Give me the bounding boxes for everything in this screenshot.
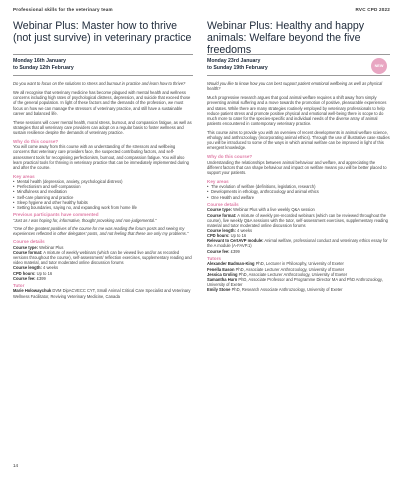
why-text: You will come away from this course with an understanding of the stressors and wellbeing concerns that veterinary care providers face, the suspected contributing factors, and self-assessment tools for recognising perfectionism, burnout, and compassion fatigue. You will also learn practical tools for thriving in veterinary practice that can be immediately implemented during and after the course.	[13, 144, 189, 170]
list-item: • Perfectionism and self-compassion	[13, 184, 193, 189]
tutor-entry: Marie Holowaychuk DVM DipACVECC CYT, Small Animal Critical Care Specialist and Veterinary Wellness Facilitator, Reviving Veterinary Medicine, Canada	[13, 288, 191, 299]
tutor-entry: Jessica Groling PhD, Associate Lecturer Anthrozoology, University of Exeter	[207, 271, 348, 277]
testimonial-quote: "One of the greatest positives of the course for me was reading the forum posts and seeing my experiences reflected in other delegates' posts, and not feeling that these are only my problems."	[13, 225, 189, 236]
detail-course-length: Course length: 4 weeks	[13, 265, 59, 271]
section-heading-why: Why do this course?	[13, 138, 59, 144]
detail-cpd-hours: CPD hours: Up to 16	[13, 270, 53, 276]
list-item: • One Health and welfare	[207, 195, 390, 200]
section-heading-key-areas: Key areas	[207, 178, 229, 184]
header-brand: RVC CPD 2022	[355, 7, 390, 12]
dates-start: Monday 16th January	[13, 58, 67, 64]
list-item: • Setting boundaries, saying no, and expanding work from home life	[13, 205, 193, 210]
section-heading-comments: Previous participants have commented	[13, 212, 99, 218]
course-body	[207, 81, 390, 292]
dates-start: Monday 23rd January	[207, 58, 261, 64]
course-body	[13, 81, 193, 299]
new-badge: NEW	[371, 58, 387, 74]
list-item: • Developments in ethology, anthrozoology and animal ethics	[207, 189, 390, 194]
header-section-title: Professional skills for the veterinary team	[13, 7, 113, 12]
course-paragraph: This course aims to provide you with an overview of recent developments in animal welfare science, ethology and anthrozoology (incorporating animal ethics). Through the use of illustrative case studies you will be introduced to some of the ways in which animal welfare can be improved in light of this emergent knowledge.	[207, 129, 390, 151]
detail-course-format: Course format: A mixture of weekly webinars (which can be viewed live and/or as recorded versions throughout the course), self-assessment/ reflection exercises, supplementary reading and video material, and tutor moderated online discussion forums	[13, 249, 192, 266]
section-heading-tutor: Tutor	[13, 282, 25, 288]
detail-course-fee: Course fee: £399	[13, 275, 46, 281]
key-areas-list	[207, 184, 390, 199]
course-paragraph: Much progressive research argues that good animal welfare requires a shift away from simply preventing animal suffering and a move towards the promotion of positive, pleasurable experiences and states. While there are many strategies routinely employed by veterinary professionals to help reduce patient stress and promote positive physical and emotional well-being there is scope to do much more to cater for the species-specific and individual needs of the diverse array of animal patients encountered in contemporary veterinary practice.	[207, 95, 387, 127]
list-item: • Mindfulness and meditation	[13, 189, 193, 194]
dates-end: to Sunday 19th February	[207, 64, 268, 71]
section-heading-why: Why do this course?	[207, 154, 253, 160]
detail-certavp: Relevant to CertAVP module: Animal welfare, professional conduct and veterinary ethics essay for the A module (A-FAVP.1)	[207, 238, 388, 249]
course-paragraph: We all recognise that veterinary medicine has become plagued with mental health and wellness concerns including high rates of psychological distress, depression, and suicide that exceed those of the general population. In light of these factors and the demands of the profession, we must focus on how we can manage the stressors of veterinary practice, and still have a sustainable career and balanced life.	[13, 90, 191, 116]
why-text: Understanding the relationships between animal behaviour and welfare, and appreciating the different factors that can shape behaviour and impact on welfare means you will be better placed to support your patients.	[207, 159, 387, 175]
course-column-welfare	[207, 20, 390, 292]
section-heading-details: Course details	[13, 239, 45, 245]
section-heading-key-areas: Key areas	[13, 173, 35, 179]
detail-cpd-hours: CPD hours: Up to 16	[207, 233, 247, 239]
page-number: 14	[13, 463, 19, 468]
list-item: • Sleep hygiene and other healthy habits	[13, 200, 193, 205]
detail-course-fee: Course fee: £399	[207, 248, 240, 254]
section-heading-details: Course details	[207, 201, 239, 207]
tutor-entry: Emily Stone PhD, Research Associate Anthrozoology, University of Exeter	[207, 287, 343, 293]
list-item: • The evolution of welfare (definitions, legislation, research)	[207, 184, 390, 189]
page-header	[13, 7, 390, 15]
dates-end: to Sunday 12th February	[13, 64, 74, 71]
course-title: Webinar Plus: Healthy and happy animals: Welfare beyond the five freedoms	[207, 20, 365, 57]
tutor-entry: Fenella Eason PhD, Associate Lecturer Anthrozoology, University of Exeter	[207, 266, 345, 272]
section-heading-tutors: Tutors	[207, 255, 221, 261]
detail-course-length: Course length: 4 weeks	[207, 228, 253, 233]
course-column-thrive	[13, 20, 193, 299]
course-paragraph: These sessions will cover mental health, moral stress, burnout, and compassion fatigue, as well as strategies that all veterinary care providers can adopt on a regular basis to foster wellness and sustain resilience despite the demands of veterinary practice.	[13, 119, 192, 135]
detail-course-type: Course type: Webinar Plus	[13, 244, 64, 250]
key-areas-list	[13, 179, 193, 210]
detail-course-format: Course format: A mixture of weekly pre-recorded webinars (which can be reviewed throughout the course), live weekly Q&A sessions with the tutor, self-assessment exercises, supplementary reading material and tutor moderated online discussion forums	[207, 212, 388, 228]
detail-course-type: Course type: Webinar Plus with a live weekly Q&A session	[207, 207, 315, 213]
tutor-entry: Samantha Hurn PhD, Associate Professor and Programme Director MA and PhD Anthrozoology, University of Exeter	[207, 276, 383, 287]
course-intro: Do you want to focus on the solutions to stress and burnout in practice and learn how to thrive?	[13, 81, 186, 86]
course-title: Webinar Plus: Master how to thrive (not just survive) in veterinary practice	[13, 20, 192, 45]
list-item: • Self-care planning and practice	[13, 195, 193, 200]
list-item: • Mental health (depression, anxiety, psychological distress)	[13, 179, 193, 184]
course-dates	[13, 54, 193, 76]
testimonial-quote: "Just as I was hoping for, informative, thought provoking and non-judgemental."	[13, 217, 157, 223]
course-dates	[207, 54, 390, 76]
course-intro: Would you like to know how you can best support patient emotional wellbeing as well as physical health?	[207, 81, 383, 92]
tutor-entry: Alexander Badman-King PhD, Lecturer in Philosophy, University of Exeter	[207, 261, 344, 267]
